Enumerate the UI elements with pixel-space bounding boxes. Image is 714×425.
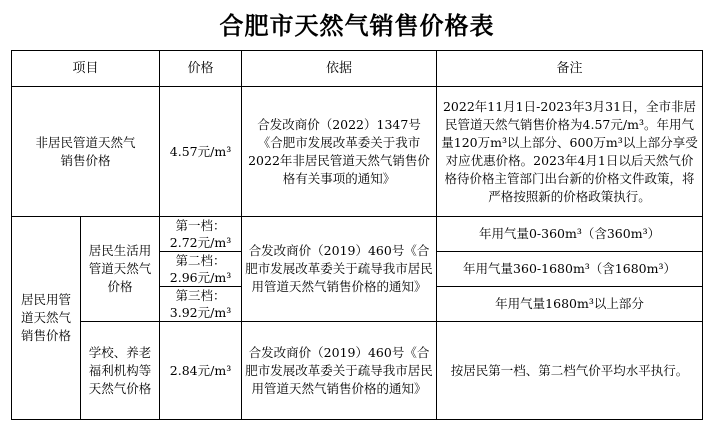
non-resident-price: 4.57元/m³ [160, 87, 242, 217]
institution-row [12, 322, 703, 420]
tier-1-price: 2.72元/m³ [169, 235, 232, 250]
header-price: 价格 [160, 51, 242, 87]
resident-group-label: 居民用管道天然气销售价格 [12, 217, 81, 420]
institution-basis: 合发改商价（2019）460号《合肥市发展改革委关于疏导我市居民用管道天然气销售价格的通知》 [242, 322, 437, 420]
non-resident-row [12, 87, 703, 217]
household-label: 居民生活用管道天然气价格 [81, 217, 160, 322]
header-remark: 备注 [437, 51, 703, 87]
institution-price: 2.84元/m³ [160, 322, 242, 420]
tier-3-price: 3.92元/m³ [169, 305, 232, 320]
header-basis: 依据 [242, 51, 437, 87]
tier-2-price: 2.96元/m³ [169, 270, 232, 285]
non-resident-item: 非居民管道天然气销售价格 [12, 87, 160, 217]
gas-price-table [11, 50, 703, 420]
tier-2-cell [160, 252, 242, 287]
header-row [12, 51, 703, 87]
institution-remark: 按居民第一档、第二档气价平均水平执行。 [437, 322, 703, 420]
header-item: 项目 [12, 51, 160, 87]
tier-row-1 [12, 217, 703, 252]
tier-1-name: 第一档： [175, 218, 226, 233]
tier-3-remark: 年用气量1680m³以上部分 [437, 287, 703, 322]
tier-3-name: 第三档： [175, 288, 226, 303]
non-resident-remark: 2022年11月1日-2023年3月31日，全市非居民管道天然气销售价格为4.57元/m³。年用气量120万m³以上部分、600万m³以上部分享受对应优惠价格。2023年4月1日以后天然气价格待价格主管部门出台新的价格文件政策，将严格按照新的价格政策执行。 [437, 87, 703, 217]
tier-1-remark: 年用气量0-360m³（含360m³） [437, 217, 703, 252]
tier-3-cell [160, 287, 242, 322]
page-title: 合肥市天然气销售价格表 [219, 12, 495, 40]
non-resident-basis: 合发改商价（2022）1347号《合肥市发展改革委关于我市2022年非居民管道天然气销售价格有关事项的通知》 [242, 87, 437, 217]
household-basis: 合发改商价（2019）460号《合肥市发展改革委关于疏导我市居民用管道天然气销售价格的通知》 [242, 217, 437, 322]
tier-2-remark: 年用气量360-1680m³（含1680m³） [437, 252, 703, 287]
tier-1-cell [160, 217, 242, 252]
institution-label: 学校、养老福利机构等天然气价格 [81, 322, 160, 420]
tier-2-name: 第二档： [175, 253, 226, 268]
